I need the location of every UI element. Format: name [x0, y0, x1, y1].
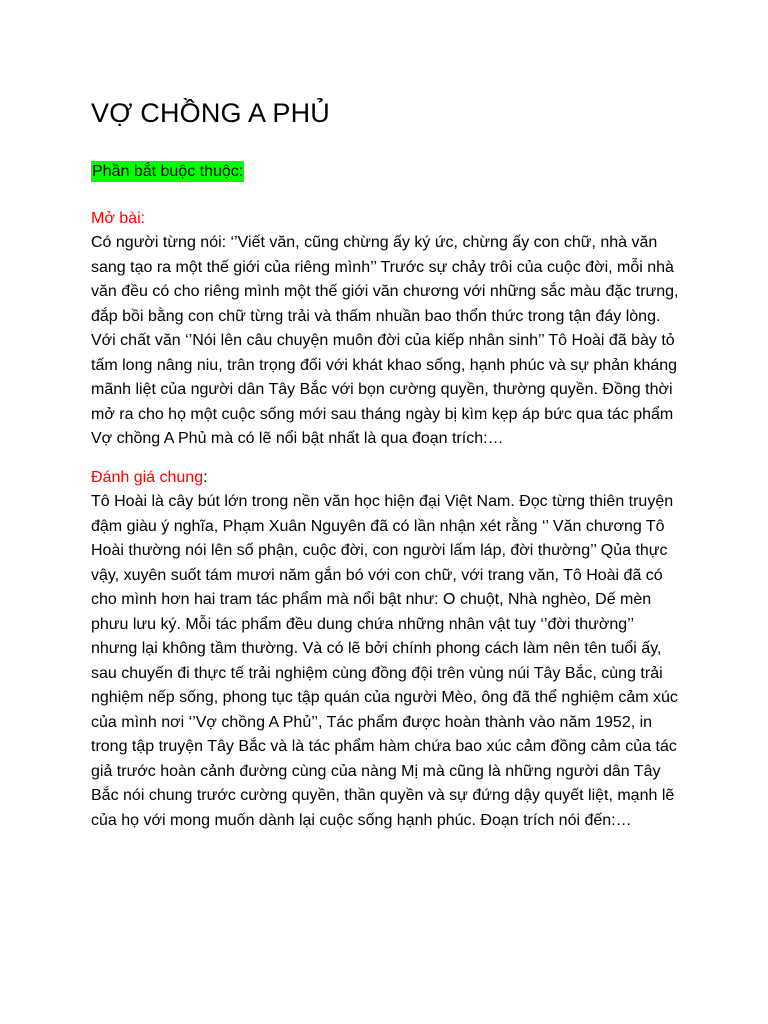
- paragraph-line: của mình nơi ‘’Vợ chồng A Phủ’’, Tác phẩm được hoàn thành vào năm 1952, in: [91, 713, 653, 731]
- paragraph-line: Tô Hoài là cây bút lớn trong nền văn học hiện đại Việt Nam. Đọc từng thiên truyện: [91, 493, 674, 510]
- paragraph-line: nhưng lại không tầm thường. Và có lẽ bởi chính phong cách làm nên tên tuổi ấy,: [91, 640, 662, 657]
- section-heading-danh-gia-suffix: :: [203, 469, 208, 486]
- paragraph-mo-bai: [91, 231, 701, 452]
- paragraph-line: văn đều có cho riêng mình một thế giới văn chương với những sắc màu đặc trưng,: [91, 283, 679, 300]
- paragraph-line: sang tạo ra một thế giới của riêng mình’’ Trước sự chảy trôi của cuộc đời, mỗi nhà: [91, 258, 674, 276]
- paragraph-line: Bắc nói chung trước cường quyền, thần quyền và sự đứng dậy quyết liệt, mạnh lẽ: [91, 787, 675, 804]
- paragraph-line: Có người từng nói: ‘’Viết văn, cũng chừng ấy ký ức, chừng ấy con chữ, nhà văn: [91, 234, 658, 251]
- paragraph-line: Vợ chồng A Phủ mà có lẽ nổi bật nhất là qua đoạn trích:…: [91, 430, 504, 447]
- document-title: VỢ CHỒNG A PHỦ: [91, 98, 330, 128]
- paragraph-line: mãnh liệt của người dân Tây Bắc với bọn cường quyền, thường quyền. Đồng thời: [91, 381, 673, 398]
- section-heading-danh-gia-text: Đánh giá chung: [91, 469, 204, 486]
- paragraph-line: nghiệm nếp sống, phong tục tập quán của người Mèo, ông đã thể nghiệm cảm xúc: [91, 689, 678, 706]
- paragraph-line: tấm long nâng niu, trân trọng đối với khát khao sống, hạnh phúc và sự phản kháng: [91, 356, 678, 374]
- paragraph-line: cho mình hơn hai tram tác phẩm mà nổi bật như: O chuột, Nhà nghèo, Dế mèn: [91, 591, 652, 608]
- paragraph-danh-gia-chung: [91, 490, 701, 833]
- paragraph-line: Với chất văn ‘’Nói lên câu chuyện muôn đời của kiếp nhân sinh’’ Tô Hoài đã bày tỏ: [91, 332, 675, 349]
- required-section-label: Phần bắt buộc thuộc:: [92, 163, 244, 180]
- section-heading-danh-gia-chung: [91, 466, 208, 490]
- paragraph-line: giả trước hoàn cảnh đường cùng của nàng Mị mà cũng là những người dân Tây: [91, 762, 661, 780]
- paragraph-line: của họ với mong muốn dành lại cuộc sống hạnh phúc. Đoạn trích nói đến:…: [91, 811, 632, 829]
- paragraph-line: sau chuyến đi thực tế trải nghiệm cùng đồng đội trên vùng núi Tây Bắc, cùng trải: [91, 664, 663, 682]
- paragraph-line: đậm giàu ý nghĩa, Phạm Xuân Nguyên đã có lần nhận xét rằng ‘’ Văn chương Tô: [91, 517, 665, 535]
- paragraph-line: trong tập truyện Tây Bắc và là tác phẩm hàm chứa bao xúc cảm đồng cảm của tác: [91, 738, 677, 755]
- section-heading-mo-bai-text: Mở bài:: [91, 210, 146, 227]
- paragraph-line: phưu lưu ký. Mỗi tác phẩm đều dung chứa những nhân vật tuy ‘’đời thường’’: [91, 615, 634, 633]
- paragraph-line: Hoài thường nói lên số phận, cuộc đời, con người lấm láp, đời thường’’ Qủa thực: [91, 542, 668, 559]
- paragraph-line: mở ra cho họ một cuộc sống mới sau tháng ngày bị kìm kẹp áp bức qua tác phẩm: [91, 405, 674, 423]
- section-heading-mo-bai: [91, 207, 145, 231]
- paragraph-line: đắp bồi bằng con chữ từng trải và thấm nhuần bao thổn thức trong tận đáy lòng.: [91, 307, 661, 325]
- paragraph-line: vậy, xuyên suốt tám mươi năm gắn bó với con chữ, với trang văn, Tô Hoài đã có: [91, 566, 663, 584]
